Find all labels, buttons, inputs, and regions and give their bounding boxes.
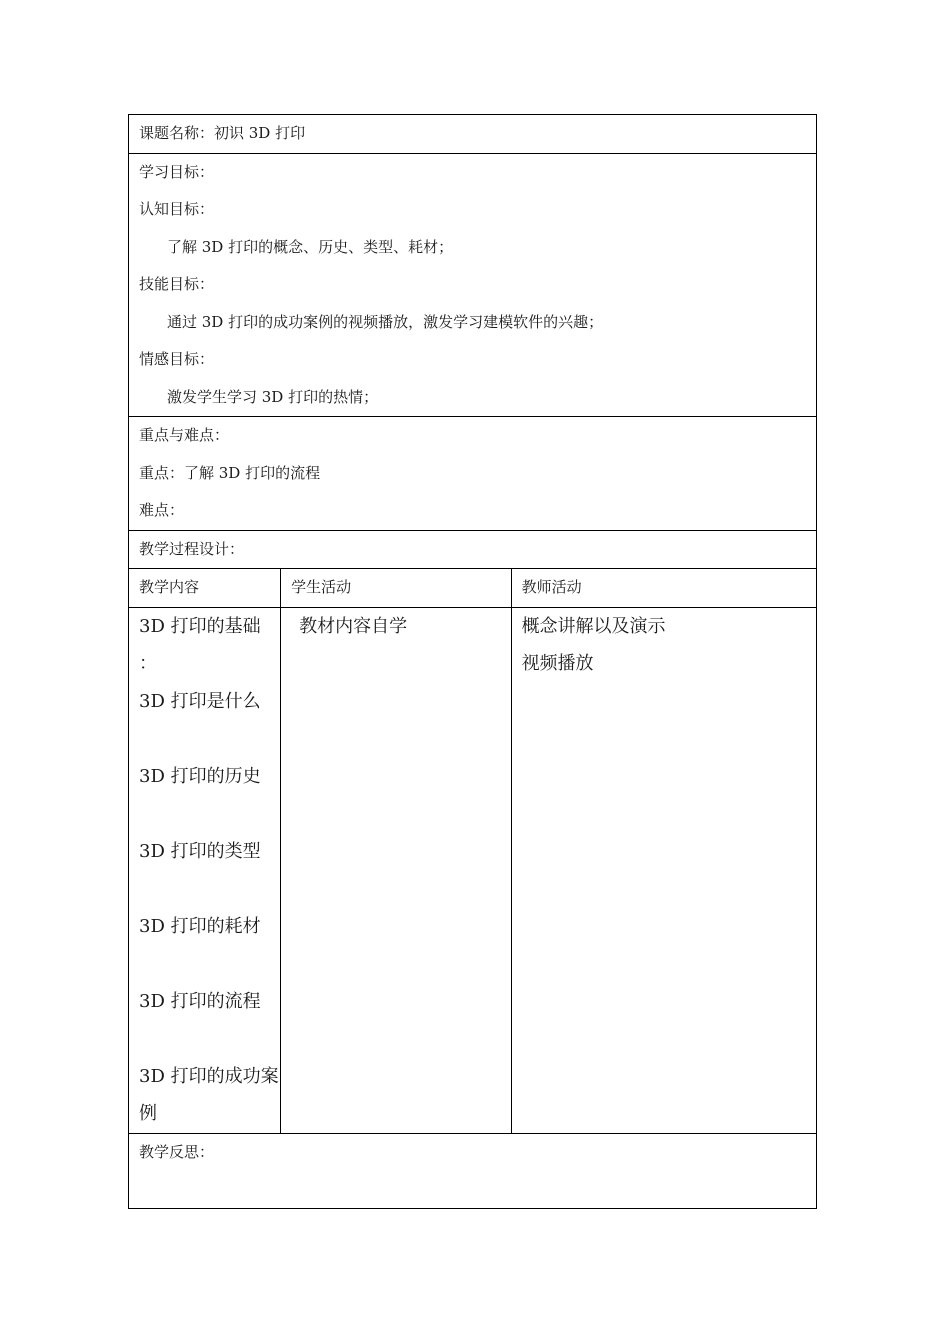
content-item: 例 [139, 1103, 157, 1124]
affective-text: 激发学生学习 3D 打印的热情； [167, 387, 379, 406]
student-activity: 教材内容自学 [299, 615, 408, 637]
key-point: 重点：了解 3D 打印的流程 [139, 463, 321, 482]
student-activity-cell [281, 607, 511, 1133]
skill-heading: 技能目标： [139, 275, 215, 293]
content-item: ： [139, 653, 157, 674]
teacher-activity: 视频播放 [521, 653, 594, 674]
reflection-heading: 教学反思： [139, 1142, 215, 1161]
column-header-label: 学生活动 [291, 578, 352, 596]
lesson-title: 课题名称：初识 3D 打印 [139, 124, 306, 142]
objectives-cell [129, 153, 817, 417]
column-header-label: 教学内容 [139, 578, 200, 596]
cognitive-heading: 认知目标： [139, 200, 215, 218]
content-items-cell [129, 607, 281, 1133]
key-points-cell [129, 417, 817, 531]
process-heading-cell [129, 530, 817, 569]
column-header-content [129, 569, 281, 608]
content-item: 3D 打印的基础 [139, 615, 261, 637]
content-item: 3D 打印的历史 [139, 765, 261, 787]
column-header-student [281, 569, 511, 608]
content-item: 3D 打印的耗材 [139, 915, 261, 937]
teacher-activity: 概念讲解以及演示 [521, 615, 666, 637]
lesson-plan-table [128, 114, 817, 1209]
column-header-teacher [511, 569, 816, 608]
objectives-heading: 学习目标： [139, 162, 215, 181]
process-heading: 教学过程设计： [139, 539, 245, 558]
content-item: 3D 打印的流程 [139, 990, 261, 1012]
key-points-heading: 重点与难点： [139, 426, 230, 444]
lesson-title-cell [129, 115, 817, 154]
content-item: 3D 打印的成功案 [139, 1065, 279, 1087]
content-item: 3D 打印的类型 [139, 840, 261, 862]
column-header-label: 教师活动 [521, 578, 582, 596]
skill-text: 通过 3D 打印的成功案例的视频播放，激发学习建模软件的兴趣； [167, 312, 604, 331]
difficulty: 难点： [139, 501, 185, 519]
teacher-activity-cell [511, 607, 816, 1133]
affective-heading: 情感目标： [139, 350, 215, 368]
content-item: 3D 打印是什么 [139, 690, 261, 712]
reflection-cell [129, 1133, 817, 1208]
cognitive-text: 了解 3D 打印的概念、历史、类型、耗材； [167, 237, 454, 256]
